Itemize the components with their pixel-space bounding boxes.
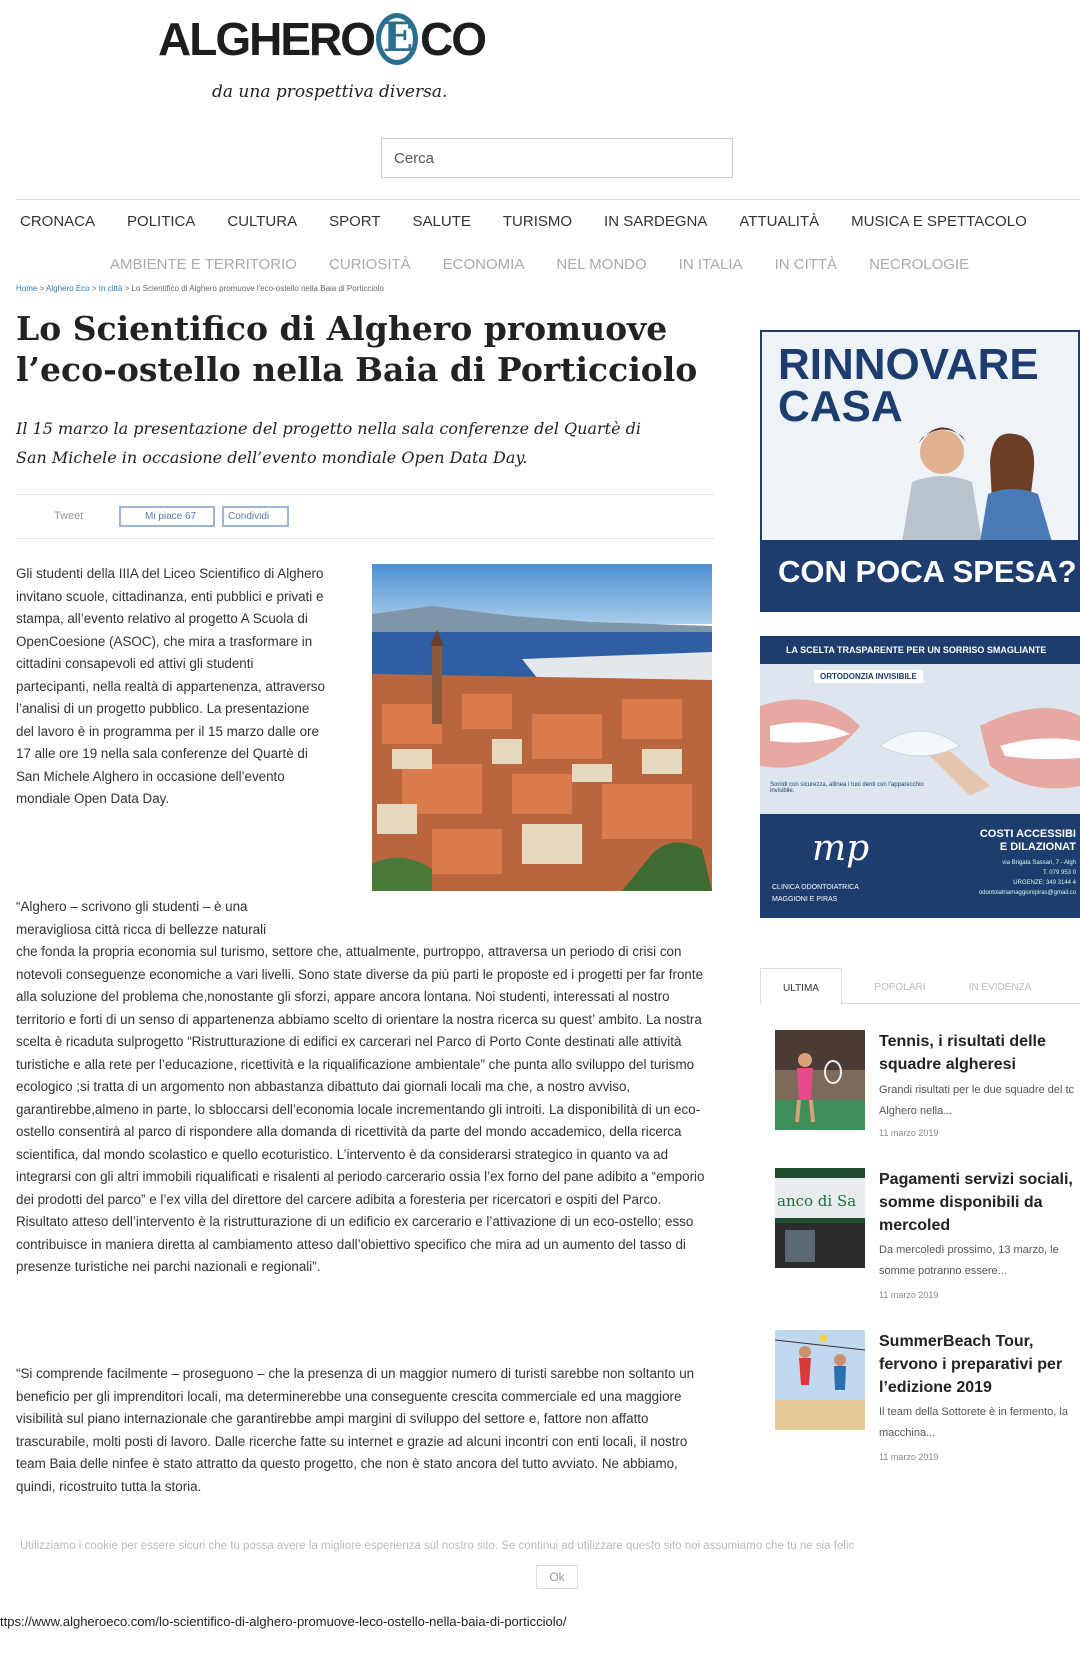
article-subtitle: Il 15 marzo la presentazione del progetto nella sala conferenze del Quartè di San Michele in occasione dell’evento mondiale Open Data Day. (16, 419, 641, 467)
ad-tag: ORTODONZIA INVISIBILE (814, 670, 923, 683)
news-thumbnail (775, 1030, 865, 1130)
breadcrumb-separator: > (91, 284, 97, 293)
smile-illustration (760, 686, 1080, 816)
nav-item-salute[interactable]: SALUTE (412, 213, 471, 230)
breadcrumb-category[interactable]: In città (98, 284, 123, 293)
nav-item-sport[interactable]: SPORT (329, 213, 381, 230)
ad-body: Sorridi con sicurezza, allinea i tuoi denti con l’apparecchio invisibile. (770, 782, 924, 794)
sidebar-tabs (760, 968, 1080, 1004)
nav-item-necrologie[interactable]: NECROLOGIE (869, 256, 970, 273)
ad-offer-line: COSTI ACCESSIBI (979, 828, 1076, 840)
news-excerpt: Grandi risultati per le due squadre del tc Alghero nella... (879, 1084, 1075, 1117)
clinic-emergency: URGENZE: 349 3144 4 (1013, 880, 1076, 886)
tab-in-evidenza[interactable]: IN EVIDENZA (968, 982, 1032, 993)
search-input[interactable]: Cerca (381, 138, 733, 178)
nav-item-nel-mondo[interactable]: NEL MONDO (556, 256, 647, 273)
article-photo (372, 564, 712, 891)
news-title[interactable]: Tennis, i risultati delle squadre algheresi (879, 1033, 1046, 1073)
sidebar-news-item[interactable] (775, 1030, 1080, 1140)
news-title[interactable]: SummerBeach Tour, fervono i preparativi per l’edizione 2019 (879, 1333, 1063, 1396)
bank-sign: anco di Sa (777, 1192, 857, 1210)
breadcrumb-current: Lo Scientifico di Alghero promuove l'eco-ostello nella Baia di Porticciolo (131, 284, 384, 293)
clinic-address: via Brigata Sassari, 7 - Algh (1002, 860, 1076, 866)
news-excerpt: Il team della Sottorete è in fermento, la macchina... (879, 1406, 1068, 1439)
tab-popolari[interactable]: POPOLARI (874, 982, 926, 993)
nav-item-economia[interactable]: ECONOMIA (442, 256, 525, 273)
nav-item-attualita[interactable]: ATTUALITÀ (739, 213, 820, 230)
tweet-button[interactable]: Tweet (54, 510, 84, 522)
nav-item-in-italia[interactable]: IN ITALIA (678, 256, 743, 273)
clinic-name-line: MAGGIONI E PIRAS (772, 896, 838, 903)
main-nav (20, 213, 1080, 230)
article-paragraph: che fonda la propria economia sul turismo, settore che, attualmente, purtroppo, attraversa un periodo di crisi con notevoli conseguenze economiche a vari livelli. Sono state diverse da più parti le proposte ed i progetti per far fronte alla soluzione del problema che,nonostante gli sforzi, appare ancora lontana. Noi studenti, interessati al nostro territorio e forti di un senso di appartenenza abbiamo scelto di orientare la nostra ricerca su quest’ ambito. La nostra scelta è ricaduta sulprogetto “Ristrutturazione di edifici ex carcerari nel Parco di Porto Conte destinati alle attività turistiche e alla rete per l’educazione, ricettività e la riqualificazione ambientale” che punta allo sviluppo del turismo ecologico ;si tratta di un argomento non abbastanza dibattuto dai giornali locali ma che, a nostro avviso, garantirebbe,almeno in parte, lo sbloccarsi dell’economia locale incrementando gli introiti. La disponibilità di un eco-ostello consentirà al parco di rispondere alla domanda di ricettività da parte del mondo accademico, della ricerca scientifica, dal mondo scolastico e quello ecoturistico. L’intervento è da considerarsi strategico in quanto va ad integrarsi con gli altri immobili riqualificati e risalenti al periodo carcerario ossia l’ex forno del pane adibito a “emporio dei prodotti del parco” e l’ex villa del direttore del carcere adibita a foresteria per ricercatori e ospiti del Parco. Risultato atteso dell’intervento è la ristrutturazione di un edificio ex carcerario e l’attivazione di un eco-ostello; esso contribuisce in maniera diretta al cambiamento atteso dall’obiettivo specifico che mira ad un aumento del tasso di presenze turistiche nei parchi nazionali e regionali”. (16, 944, 705, 1274)
nav-item-curiosita[interactable]: CURIOSITÀ (328, 256, 411, 273)
news-thumbnail (775, 1330, 865, 1430)
like-button[interactable]: Mi piace 67 (119, 506, 215, 527)
ad-headline: CASA (778, 382, 903, 431)
tab-ultima[interactable]: ULTIMA (760, 968, 842, 1005)
ad-offer-line: E DILAZIONAT (999, 841, 1076, 853)
clinic-name-line: CLINICA ODONTOIATRICA (772, 884, 859, 891)
article-title: Lo Scientifico di Alghero promuove l’eco-ostello nella Baia di Porticciolo (16, 309, 698, 389)
breadcrumb-separator: > (124, 284, 130, 293)
eco-e-icon: E (376, 13, 418, 65)
news-title[interactable]: Pagamenti servizi sociali, somme disponibili da mercoled (879, 1171, 1073, 1234)
nav-item-in-sardegna[interactable]: IN SARDEGNA (604, 213, 708, 230)
ad-headline: RINNOVARE (778, 340, 1039, 389)
article-paragraph: Gli studenti della IIIA del Liceo Scientifico di Alghero invitano scuole, cittadinanza, enti pubblici e privati e stampa, all’evento relativo al progetto A Scuola di OpenCoesione (ASOC), che mira a trasformare in cittadini consapevoli ed attivi gli studenti partecipanti, nella realtà di appartenenza, attraverso l’analisi di un progetto pubblico. La presentazione del lavoro è in programma per il 15 marzo dalle ore 17 alle ore 19 nella sala conferenze del Quartè di San Michele Alghero in occasione dell’evento mondiale Open Data Day. (16, 566, 325, 806)
couple-illustration (862, 412, 1080, 542)
clinic-phone: T. 079 953 0 (1042, 870, 1076, 876)
news-excerpt: Da mercoledì prossimo, 13 marzo, le somme potranno essere... (879, 1244, 1059, 1277)
clinic-email: odontoiatriamaggionipiras@gmail.co (978, 890, 1076, 896)
breadcrumb (16, 284, 384, 293)
nav-item-musica[interactable]: MUSICA E SPETTACOLO (851, 213, 1027, 230)
breadcrumb-separator: > (39, 284, 45, 293)
site-tagline: da una prospettiva diversa. (212, 82, 448, 102)
breadcrumb-home[interactable]: Home (16, 284, 38, 293)
ad-cta: CON POCA SPESA? (762, 540, 1078, 610)
news-thumbnail (775, 1168, 865, 1268)
logo-text-right: CO (420, 13, 485, 65)
clinic-logo: mp (812, 828, 870, 869)
nav-item-cronaca[interactable]: CRONACA (20, 213, 96, 230)
share-divider (16, 538, 714, 539)
logo-text-left: ALGHERO (158, 13, 374, 65)
ad-headline: LA SCELTA TRASPARENTE PER UN SORRISO SMAGLIANTE (760, 636, 1080, 664)
article-paragraph: “Alghero – scrivono gli studenti – è una meravigliosa città ricca di bellezze naturali (16, 899, 267, 937)
sidebar-news-item[interactable] (775, 1168, 1080, 1300)
sub-nav (110, 256, 1001, 273)
share-divider (16, 494, 714, 495)
ad-offer (980, 828, 1076, 854)
cookie-notice: Utilizziamo i cookie per essere sicuri che tu possa avere la migliore esperienza sul nostro sito. Se continui ad utilizzare questo sito noi assumiamo che tu ne sia felic (20, 1540, 855, 1552)
sidebar-news-item[interactable] (775, 1330, 1080, 1462)
ad-banner-renovation[interactable] (760, 330, 1080, 612)
nav-item-ambiente[interactable]: AMBIENTE E TERRITORIO (110, 256, 297, 273)
ad-banner-dental[interactable] (760, 636, 1080, 918)
ad-footer (760, 814, 1080, 918)
site-logo[interactable] (158, 12, 498, 66)
news-date: 11 marzo 2019 (879, 1452, 939, 1462)
clinic-contacts (979, 858, 1076, 898)
nav-item-politica[interactable]: POLITICA (127, 213, 196, 230)
clinic-name (772, 882, 859, 906)
cookie-ok-button[interactable]: Ok (536, 1565, 578, 1589)
page-url: ttps://www.algheroeco.com/lo-scientifico-di-alghero-promuove-leco-ostello-nella-baia-di-porticciolo/ (0, 1614, 567, 1629)
news-date: 11 marzo 2019 (879, 1128, 939, 1138)
news-date: 11 marzo 2019 (879, 1290, 939, 1300)
nav-divider (16, 199, 1080, 200)
share-button[interactable]: Condividi (222, 506, 289, 527)
breadcrumb-section[interactable]: Alghero Eco (46, 284, 90, 293)
nav-item-turismo[interactable]: TURISMO (502, 213, 573, 230)
article-paragraph: “Si comprende facilmente – proseguono – che la presenza di un maggior numero di turisti sarebbe non soltanto un beneficio per gli imprenditori locali, ma determinerebbe una conseguente crescita commerciale ed una maggiore visibilità sul piano internazionale che garantirebbe ampi margini di sviluppo del settore e, fattore non affatto trascurabile, molti posti di lavoro. Dalle ricerche fatte su internet e grazie ad alcuni incontri con enti locali, il nostro team Baia delle ninfee è stato attratto da questo progetto, che non è stato ancora del tutto avviato. Ne abbiamo, quindi, ricostruito tutta la storia. (16, 1366, 695, 1494)
nav-item-in-citta[interactable]: IN CITTÀ (774, 256, 838, 273)
nav-item-cultura[interactable]: CULTURA (227, 213, 298, 230)
